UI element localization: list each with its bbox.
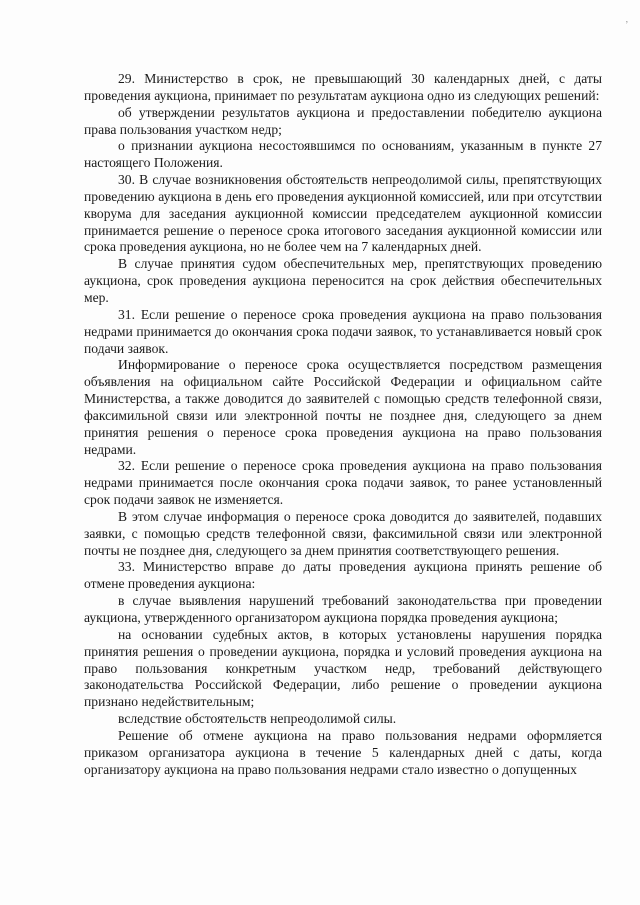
paragraph-cancellation-order: Решение об отмене аукциона на право пользования недрами оформляется приказом организатора аукциона в течение 5 календарных дней с даты, когда организатору аукциона на право пользования недрами стало известно о допущенных <box>84 727 602 777</box>
paragraph-32-information: В этом случае информация о переносе срока доводится до заявителей, подавших заявки, с помощью средств телефонной связи, факсимильной связи или электронной почты не позднее дня, следующего за днем принятия соответствующего решения. <box>84 508 602 558</box>
paragraph-33-court-acts: на основании судебных актов, в которых установлены нарушения порядка принятия решения о проведении аукциона, порядка и условий проведения аукциона на право пользования конкретным участком недр, требований действующего законодательства Российской Федерации, либо решение о проведении аукциона признано недействительным; <box>84 626 602 710</box>
paragraph-30: 30. В случае возникновения обстоятельств непреодолимой силы, препятствующих проведению аукциона в день его проведения аукционной комиссией, или при отсутствии кворума для заседания аукционной комиссии председателем аукционной комиссии принимается решение о переносе срока итогового заседания аукционной комиссии или срока проведения аукциона, но не более чем на 7 календарных дней. <box>84 172 602 255</box>
paragraph-33-violations: в случае выявления нарушений требований законодательства при проведении аукциона, утвержденного организатором аукциона порядка проведения аукциона; <box>84 593 602 625</box>
paragraph-31: 31. Если решение о переносе срока проведения аукциона на право пользования недрами принимается до окончания срока подачи заявок, то устанавливается новый срок подачи заявок. <box>84 306 602 356</box>
paragraph-32: 32. Если решение о переносе срока проведения аукциона на право пользования недрами принимается после окончания срока подачи заявок, то ранее установленный срок подачи заявок не изменяется. <box>84 458 602 508</box>
paragraph-29: 29. Министерство в срок, не превышающий 30 календарных дней, с даты проведения аукциона, принимает по результатам аукциона одно из следующих решений: <box>84 71 602 103</box>
paragraph-33-force-majeure: вследствие обстоятельств непреодолимой силы. <box>118 711 397 727</box>
paragraph-29-option-approve: об утверждении результатов аукциона и предоставлении победителю аукциона права пользования участком недр; <box>84 104 602 137</box>
document-text <box>84 71 602 778</box>
paragraph-30-court-measures: В случае принятия судом обеспечительных мер, препятствующих проведению аукциона, срок проведения аукциона переносится на срок действия обеспечительных мер. <box>84 256 602 305</box>
corner-mark: , <box>625 14 628 24</box>
paragraph-29-option-failed: о признании аукциона несостоявшимся по основаниям, указанным в пункте 27 настоящего Положения. <box>84 138 602 171</box>
paragraph-31-informing: Информирование о переносе срока осуществляется посредством размещения объявления на официальном сайте Российской Федерации и официальном сайте Министерства, а также доводится до заявителей с помощью средств телефонной связи, факсимильной связи или электронной почты не позднее дня, следующего за днем принятия решения о переносе срока проведения аукциона на право пользования недрами. <box>84 357 602 457</box>
paragraph-33: 33. Министерство вправе до даты проведения аукциона принять решение об отмене проведения аукциона: <box>84 559 602 592</box>
